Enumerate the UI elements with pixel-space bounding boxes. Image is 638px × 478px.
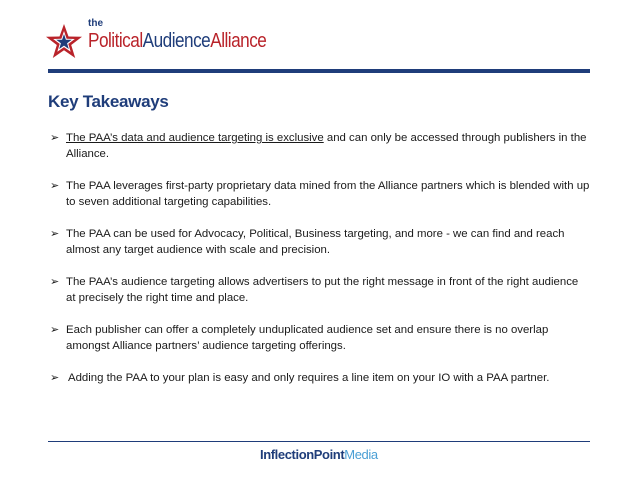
arrow-bullet-icon: ➢: [50, 324, 60, 336]
arrow-bullet-icon: ➢: [50, 180, 60, 192]
item-text: The PAA’s audience targeting allows advertisers to put the right message in front of the right audience at precisely the right time and place.: [66, 276, 579, 304]
list-item: [50, 323, 590, 354]
logo-word-political: Political: [88, 30, 143, 52]
list-item: [50, 131, 590, 162]
logo-word-audience: Audience: [142, 30, 211, 52]
list-item: [50, 371, 590, 387]
list-item: [50, 179, 590, 210]
star-icon: [44, 22, 84, 62]
list-item: [50, 227, 590, 258]
item-text: and can only be accessed through publishers in the Alliance.: [66, 132, 587, 160]
arrow-bullet-icon: ➢: [50, 228, 60, 240]
political-audience-alliance-logo: [44, 18, 284, 64]
item-text: The PAA can be used for Advocacy, Political, Business targeting, and more - we can find and reach almost any target audience with scale and precision.: [66, 228, 565, 256]
takeaways-list: [50, 131, 590, 387]
header-divider: [48, 69, 590, 73]
list-item: [50, 275, 590, 306]
footer-logo-part2: Media: [344, 447, 378, 462]
inflection-point-media-logo: [260, 447, 378, 462]
arrow-bullet-icon: ➢: [50, 372, 60, 384]
item-underlined-text: The PAA’s data and audience targeting is exclusive: [66, 132, 324, 144]
footer-divider: [48, 441, 590, 442]
slide-title: Key Takeaways: [48, 92, 169, 111]
item-text: Adding the PAA to your plan is easy and only requires a line item on your IO with a PAA partner.: [68, 372, 550, 384]
item-text: Each publisher can offer a completely unduplicated audience set and ensure there is no overlap amongst Alliance partners’ audience targeting offerings.: [66, 324, 549, 352]
item-text: The PAA leverages first-party proprietary data mined from the Alliance partners which is blended with up to seven additional targeting capabilities.: [66, 180, 590, 208]
logo-word-alliance: Alliance: [210, 30, 267, 52]
logo-wordmark: [88, 30, 266, 53]
arrow-bullet-icon: ➢: [50, 276, 60, 288]
arrow-bullet-icon: ➢: [50, 132, 60, 144]
logo-the-text: the: [88, 18, 103, 29]
footer-logo-part1: InflectionPoint: [260, 447, 345, 462]
